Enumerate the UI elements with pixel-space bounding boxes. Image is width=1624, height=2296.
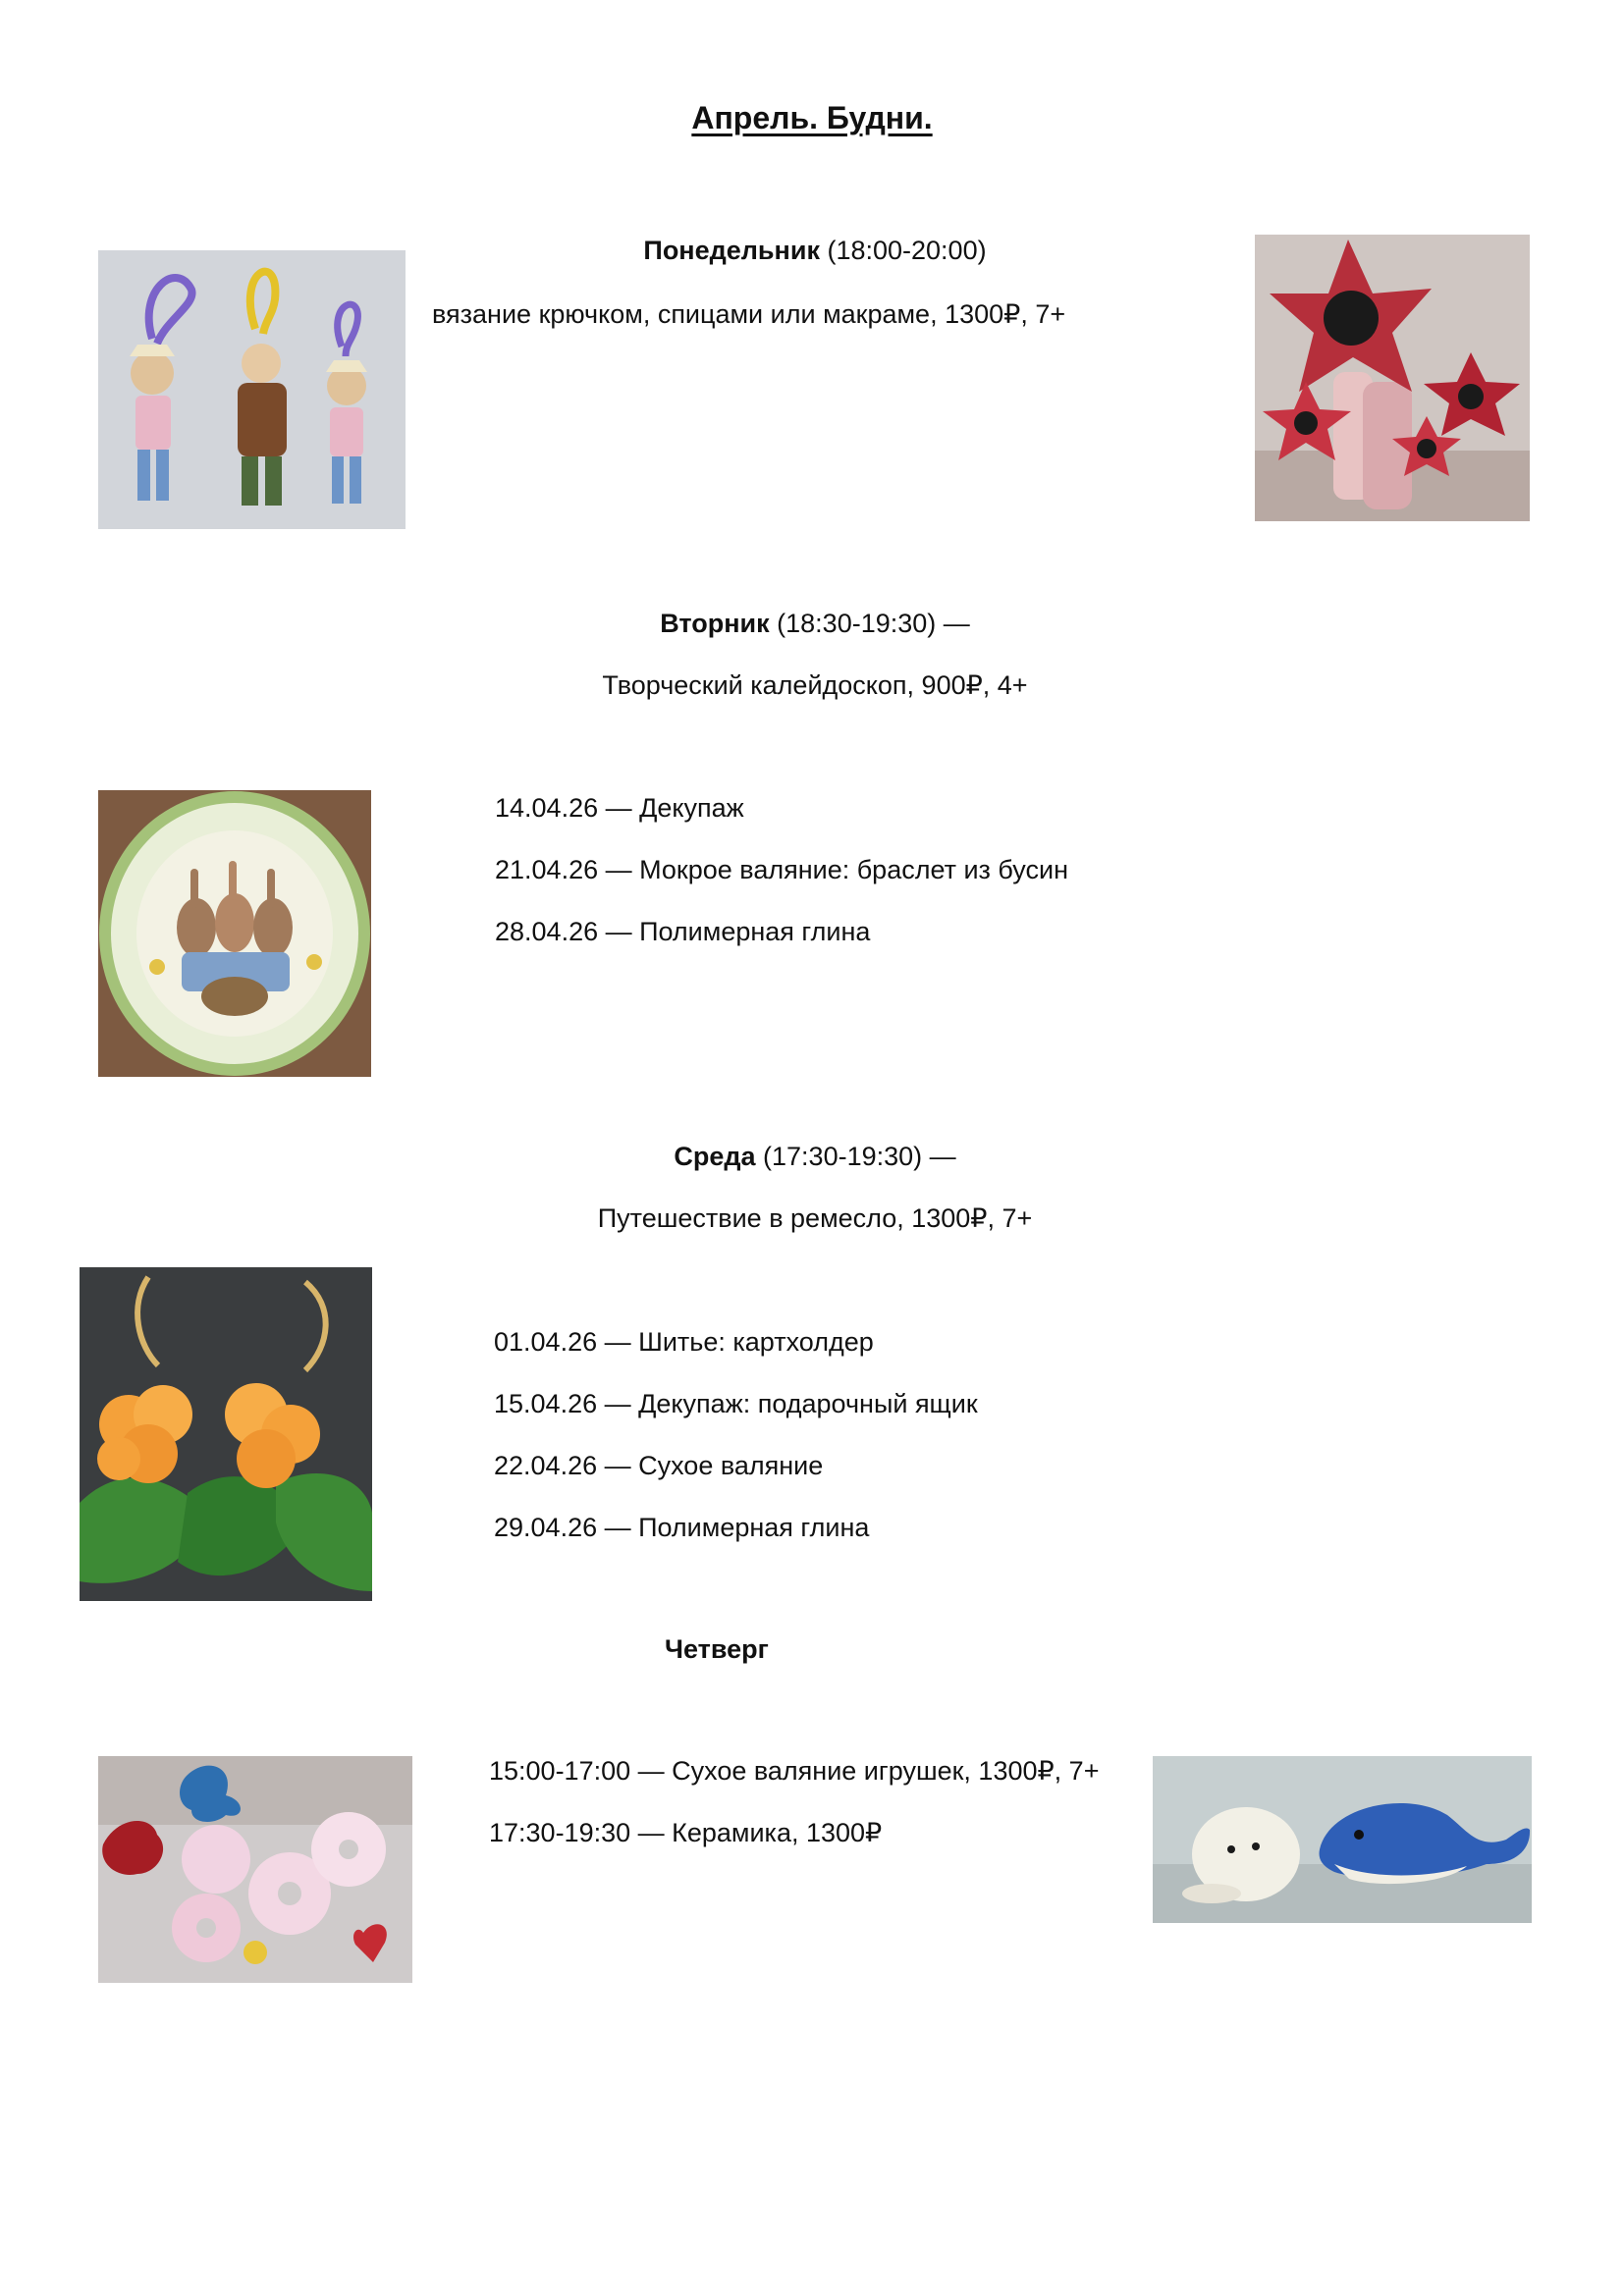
tuesday-day: Вторник — [660, 609, 770, 638]
wednesday-event: 15.04.26 — Декупаж: подарочный ящик — [494, 1389, 978, 1418]
cloudberry-earrings-photo — [80, 1267, 372, 1601]
wednesday-description: Путешествие в ремесло, 1300₽, 7+ — [597, 1203, 1033, 1233]
wednesday-heading — [432, 1142, 1198, 1172]
wednesday-day: Среда — [674, 1142, 756, 1171]
monday-heading — [432, 236, 1198, 266]
crochet-flower-photo — [1255, 235, 1530, 521]
tuesday-description: Творческий калейдоскоп, 900₽, 4+ — [602, 670, 1028, 700]
monday-day: Понедельник — [643, 236, 820, 265]
page-title: Апрель. Будни. — [691, 100, 933, 135]
felted-toys-photo — [1153, 1756, 1532, 1923]
tuesday-time: (18:30-19:30) — — [769, 609, 970, 638]
wednesday-event: 29.04.26 — Полимерная глина — [494, 1513, 870, 1542]
monday-time: (18:00-20:00) — [819, 236, 987, 265]
thursday-event: 15:00-17:00 — Сухое валяние игрушек, 1300₽, 7+ — [489, 1756, 1100, 1786]
wednesday-event: 22.04.26 — Сухое валяние — [494, 1451, 824, 1480]
macrame-dolls-photo — [98, 250, 406, 529]
wednesday-event: 01.04.26 — Шитье: картхолдер — [494, 1327, 874, 1357]
decoupage-plate-photo — [98, 790, 371, 1077]
thursday-heading — [665, 1634, 769, 1665]
tuesday-event: 28.04.26 — Полимерная глина — [495, 917, 871, 946]
tuesday-event: 21.04.26 — Мокрое валяние: браслет из бусин — [495, 855, 1068, 884]
tuesday-heading — [432, 609, 1198, 639]
ceramics-photo — [98, 1756, 412, 1983]
thursday-day: Четверг — [665, 1634, 769, 1664]
thursday-event: 17:30-19:30 — Керамика, 1300₽ — [489, 1818, 883, 1847]
monday-description: вязание крючком, спицами или макраме, 1300₽, 7+ — [432, 299, 1066, 329]
wednesday-time: (17:30-19:30) — — [755, 1142, 956, 1171]
tuesday-event: 14.04.26 — Декупаж — [495, 793, 744, 823]
